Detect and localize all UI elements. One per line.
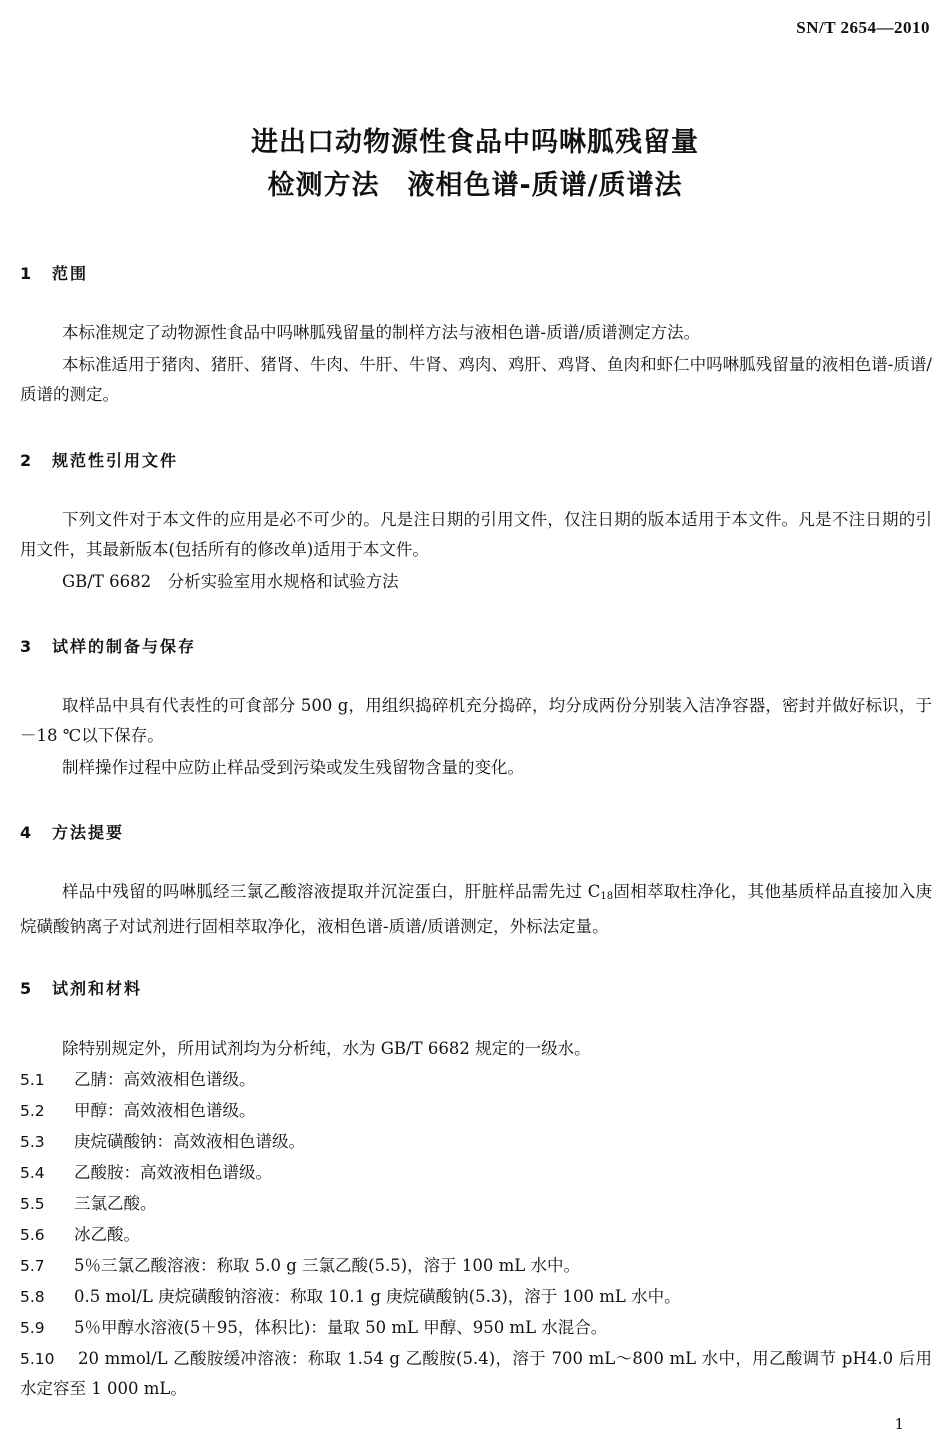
reagent-item <box>20 1344 932 1404</box>
reagent-text: 5％甲醇水溶液(5＋95，体积比)：量取 50 mL 甲醇、950 mL 水混合。 <box>74 1318 608 1337</box>
reagent-item <box>20 1189 157 1219</box>
document-title-line-2: 检测方法 液相色谱-质谱/质谱法 <box>267 170 683 201</box>
normative-reference: GB/T 6682 分析实验室用水规格和试验方法 <box>62 572 399 591</box>
section-heading-1 <box>20 261 88 284</box>
section-heading-3 <box>20 634 196 657</box>
reagent-text: 甲醇：高效液相色谱级。 <box>74 1101 256 1120</box>
reagent-item <box>20 1127 305 1157</box>
section-heading-5 <box>20 976 142 999</box>
section-title: 范围 <box>52 264 89 283</box>
reagent-number: 5.7 <box>20 1257 45 1275</box>
reagent-number: 5.1 <box>20 1071 45 1089</box>
section-number: 5 <box>20 979 34 998</box>
reagent-item <box>20 1065 256 1095</box>
reagent-item <box>20 1096 256 1126</box>
section-number: 4 <box>20 823 34 842</box>
reagent-number: 5.10 <box>20 1350 55 1368</box>
reagent-number: 5.3 <box>20 1133 45 1151</box>
reagent-number: 5.8 <box>20 1288 45 1306</box>
reagent-text: 乙腈：高效液相色谱级。 <box>74 1070 256 1089</box>
reagent-number: 5.5 <box>20 1195 45 1213</box>
reagent-text: 三氯乙酸。 <box>74 1194 157 1213</box>
reagent-text: 庚烷磺酸钠：高效液相色谱级。 <box>74 1132 305 1151</box>
reagent-text: 0.5 mol/L 庚烷磺酸钠溶液：称取 10.1 g 庚烷磺酸钠(5.3)，溶于 100 mL 水中。 <box>74 1287 681 1306</box>
section-title: 规范性引用文件 <box>52 451 179 470</box>
reagent-item <box>20 1220 140 1250</box>
section-title: 方法提要 <box>52 823 125 842</box>
section-heading-2 <box>20 448 178 471</box>
reagent-number: 5.4 <box>20 1164 45 1182</box>
reagent-number: 5.9 <box>20 1319 45 1337</box>
reagents-intro: 除特别规定外，所用试剂均为分析纯，水为 GB/T 6682 规定的一级水。 <box>62 1039 591 1058</box>
reagent-text: 乙酸胺：高效液相色谱级。 <box>74 1163 272 1182</box>
reagent-item <box>20 1282 681 1312</box>
reagent-item <box>20 1313 607 1343</box>
reagent-text: 5％三氯乙酸溶液：称取 5.0 g 三氯乙酸(5.5)，溶于 100 mL 水中。 <box>74 1256 580 1275</box>
section-title: 试样的制备与保存 <box>52 637 197 656</box>
normative-paragraph: 下列文件对于本文件的应用是必不可少的。凡是注日期的引用文件，仅注日期的版本适用于本文件。凡是不注日期的引用文件，其最新版本(包括所有的修改单)适用于本文件。 <box>20 510 932 559</box>
reagent-number: 5.6 <box>20 1226 45 1244</box>
reagent-item <box>20 1158 272 1188</box>
scope-paragraph-1: 本标准规定了动物源性食品中吗啉胍残留量的制样方法与液相色谱-质谱/质谱测定方法。 <box>62 323 701 342</box>
section-heading-4 <box>20 820 124 843</box>
standard-code: SN/T 2654—2010 <box>796 18 930 37</box>
method-summary-paragraph <box>20 877 932 942</box>
method-text-part-2: 固相萃取柱净化，其他基质样品直接加入庚烷磺酸钠离子对试剂进行固相萃取净化，液相色谱-质谱/质谱测定，外标法定量。 <box>20 882 933 936</box>
reagent-text: 20 mmol/L 乙酸胺缓冲溶液：称取 1.54 g 乙酸胺(5.4)，溶于 700 mL～800 mL 水中，用乙酸调节 pH4.0 后用水定容至 1 000 mL。 <box>20 1349 932 1398</box>
document-title-line-1: 进出口动物源性食品中吗啉胍残留量 <box>251 127 699 158</box>
section-title: 试剂和材料 <box>52 979 143 998</box>
section-number: 3 <box>20 637 34 656</box>
scope-paragraph-2: 本标准适用于猪肉、猪肝、猪肾、牛肉、牛肝、牛肾、鸡肉、鸡肝、鸡肾、鱼肉和虾仁中吗啉胍残留量的液相色谱-质谱/质谱的测定。 <box>20 355 932 404</box>
sample-prep-paragraph-2: 制样操作过程中应防止样品受到污染或发生残留物含量的变化。 <box>62 758 524 777</box>
method-text-part-1: 样品中残留的吗啉胍经三氯乙酸溶液提取并沉淀蛋白，肝脏样品需先过 C <box>62 882 601 901</box>
sample-prep-paragraph-1: 取样品中具有代表性的可食部分 500 g，用组织捣碎机充分捣碎，均分成两份分别装入洁净容器，密封并做好标识，于－18 ℃以下保存。 <box>20 696 932 745</box>
reagent-text: 冰乙酸。 <box>74 1225 140 1244</box>
section-number: 1 <box>20 264 34 283</box>
reagent-number: 5.2 <box>20 1102 45 1120</box>
page-number: 1 <box>894 1415 904 1433</box>
reagent-item <box>20 1251 580 1281</box>
section-number: 2 <box>20 451 34 470</box>
c18-subscript: 18 <box>600 891 614 902</box>
